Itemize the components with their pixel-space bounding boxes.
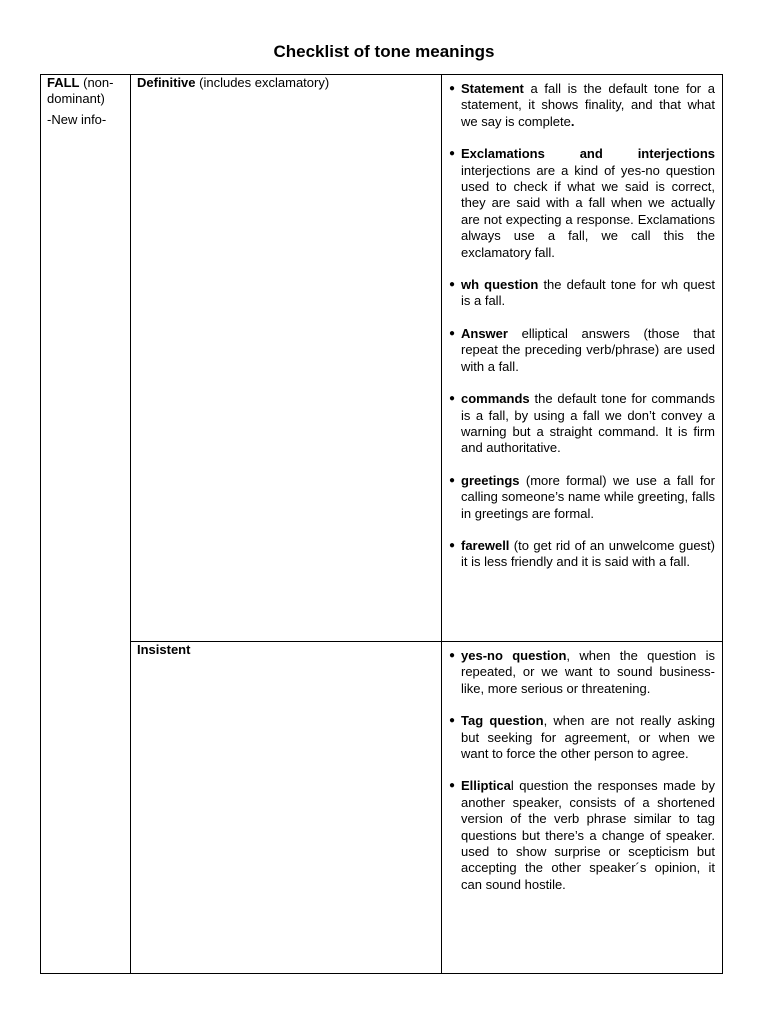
entry-term: yes-no question (461, 648, 567, 663)
table-row-definitive (41, 75, 723, 642)
entry-term: Elliptica (461, 778, 511, 794)
entry-description: , when are not really asking but seeking for agreement, or when we want to force the other person to agree. (461, 713, 715, 762)
bullet-icon: ● (449, 279, 456, 291)
bullet-icon: ● (449, 715, 456, 727)
meaning-cell-definitive (131, 75, 442, 642)
tone-name: FALL (47, 75, 80, 90)
uses-cell-definitive (442, 75, 723, 642)
bullet-icon: ● (449, 650, 456, 661)
bullet-entry (449, 81, 715, 130)
meaning-cell-insistent (131, 642, 442, 974)
tone-qualifier: (non-dominant) (47, 75, 114, 107)
entry-term: Answer (461, 325, 508, 341)
uses-list (442, 642, 722, 897)
bullet-icon: ● (449, 539, 456, 551)
entry-term: commands (461, 391, 530, 407)
entry-tail: . (570, 113, 575, 129)
entry-term: farewell (461, 537, 510, 553)
entry-term: wh question (461, 277, 539, 293)
bullet-entry (449, 146, 715, 261)
entry-description: (more formal) we use a fall for calling someone’s name while greeting, falls in greetings are formal. (461, 472, 715, 521)
bullet-icon: ● (449, 83, 456, 94)
bullet-icon: ● (449, 393, 456, 405)
meaning-heading-note: (includes exclamatory) (195, 75, 330, 90)
bullet-entry (449, 538, 715, 571)
meaning-heading: Definitive (137, 75, 196, 90)
bullet-entry (449, 648, 715, 697)
table-row-insistent (41, 642, 723, 974)
entry-term: greetings (461, 472, 520, 488)
tone-note: -New info- (47, 111, 107, 127)
bullet-icon: ● (449, 474, 456, 486)
bullet-entry (449, 778, 715, 893)
bullet-entry (449, 391, 715, 457)
entry-description: elliptical answers (those that repeat the preceding verb/phrase) are used with a fall. (461, 325, 715, 374)
tone-label (47, 75, 124, 108)
uses-cell-insistent (442, 642, 723, 974)
bullet-icon: ● (449, 780, 456, 792)
entry-description: interjections are a kind of yes-no question used to check if what we said is correct, they are said with a fall when we actually are not expecting a response. Exclamations always use a fall, we call this the exclamatory fall. (461, 162, 715, 260)
entry-description: a fall is the default tone for a statement, it shows finality, and that what we say is complete (461, 81, 715, 129)
uses-list (442, 75, 722, 575)
entry-term: Exclamations and interjections (461, 146, 715, 162)
bullet-entry (449, 713, 715, 762)
entry-term: Statement (461, 81, 524, 96)
entry-description: the default tone for wh quest is a fall. (461, 277, 715, 309)
page-title: Checklist of tone meanings (273, 42, 495, 61)
bullet-icon: ● (449, 327, 456, 339)
bullet-entry (449, 473, 715, 522)
entry-description: , when the question is repeated, or we want to sound business-like, more serious or threatening. (461, 648, 715, 696)
meaning-heading: Insistent (137, 642, 191, 657)
entry-description: l question the responses made by another speaker, consists of a shortened version of the verb phrase similar to tag questions but there’s a change of speaker. used to show surprise or scepticism but accepting the other speaker´s opinion, it can sound hostile. (461, 778, 715, 892)
bullet-entry (449, 277, 715, 310)
entry-description: the default tone for commands is a fall, by using a fall we don’t convey a warning but a straight command. It is firm and authoritative. (461, 391, 715, 456)
bullet-icon: ● (449, 148, 456, 160)
entry-term: Tag question (461, 713, 544, 729)
tone-cell (41, 75, 131, 974)
entry-description: (to get rid of an unwelcome guest) it is less friendly and it is said with a fall. (461, 537, 715, 570)
tone-checklist-table (40, 74, 723, 974)
bullet-entry (449, 326, 715, 375)
